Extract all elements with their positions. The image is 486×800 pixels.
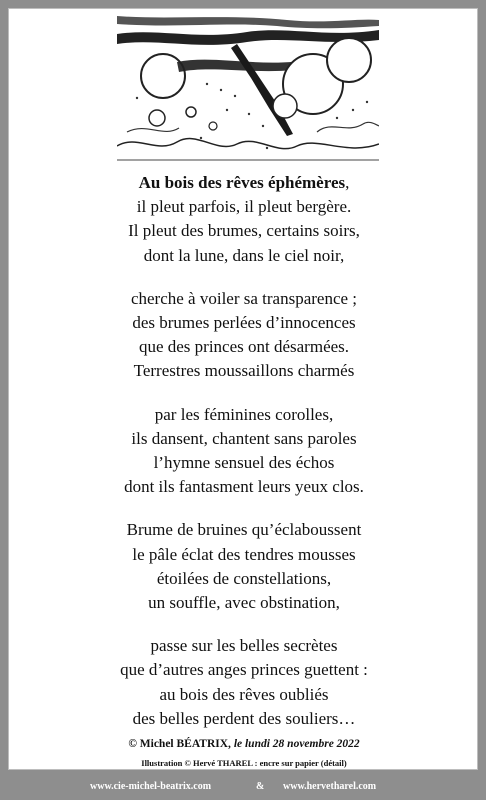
poem-title-line: [9, 171, 479, 195]
poem-line: le pâle éclat des tendres mousses: [132, 544, 356, 564]
poem-line: dont la lune, dans le ciel noir,: [143, 245, 345, 265]
poem-title: Au bois des rêves éphémères: [138, 173, 346, 192]
poem-line: Il pleut des brumes, certains soirs,: [128, 221, 360, 241]
stanza-2: [9, 287, 479, 384]
author-signature: [9, 738, 479, 750]
poem-line: il pleut parfois, il pleut bergère.: [136, 197, 352, 217]
poem-line: que d’autres anges princes guettent :: [120, 660, 368, 680]
illustration-credit: Illustration © Hervé THAREL : encre sur papier (détail): [141, 758, 347, 768]
poem-title-tail: ,: [345, 173, 350, 192]
poem-line: que des princes ont désarmées.: [138, 337, 350, 357]
author-website-link[interactable]: www.cie-michel-beatrix.com: [90, 781, 212, 792]
poem-line: par les féminines corolles,: [154, 404, 334, 424]
footer-bar: [0, 776, 486, 800]
poem-line: étoilées de constellations,: [156, 568, 332, 588]
poem-line: l’hymne sensuel des échos: [153, 453, 335, 473]
poem-line: dont ils fantasment leurs yeux clos.: [124, 477, 364, 497]
poem: [9, 171, 479, 750]
footer-separator: &: [256, 781, 265, 792]
poem-line: au bois des rêves oubliés: [159, 684, 329, 704]
poem-date: le lundi 28 novembre 2022: [233, 738, 360, 750]
stanza-1: [9, 171, 479, 268]
poem-line: Terrestres moussaillons charmés: [133, 361, 355, 381]
poem-line: des belles perdent des souliers…: [132, 708, 356, 728]
stanza-4: [9, 518, 479, 615]
illustrator-website-link[interactable]: www.hervetharel.com: [283, 781, 377, 792]
poem-line: ils dansent, chantent sans paroles: [131, 428, 357, 448]
poem-line: cherche à voiler sa transparence ;: [130, 288, 358, 308]
ink-illustration: [117, 14, 379, 162]
stanza-5: [9, 634, 479, 731]
poem-card: [8, 8, 478, 770]
poem-line: un souffle, avec obstination,: [148, 593, 340, 613]
poem-line: Brume de bruines qu’éclaboussent: [126, 520, 362, 540]
stanza-3: [9, 403, 479, 500]
author-name: © Michel BÉATRIX,: [128, 738, 234, 750]
poem-line: des brumes perlées d’innocences: [132, 313, 356, 333]
poem-line: passe sur les belles secrètes: [150, 636, 338, 656]
